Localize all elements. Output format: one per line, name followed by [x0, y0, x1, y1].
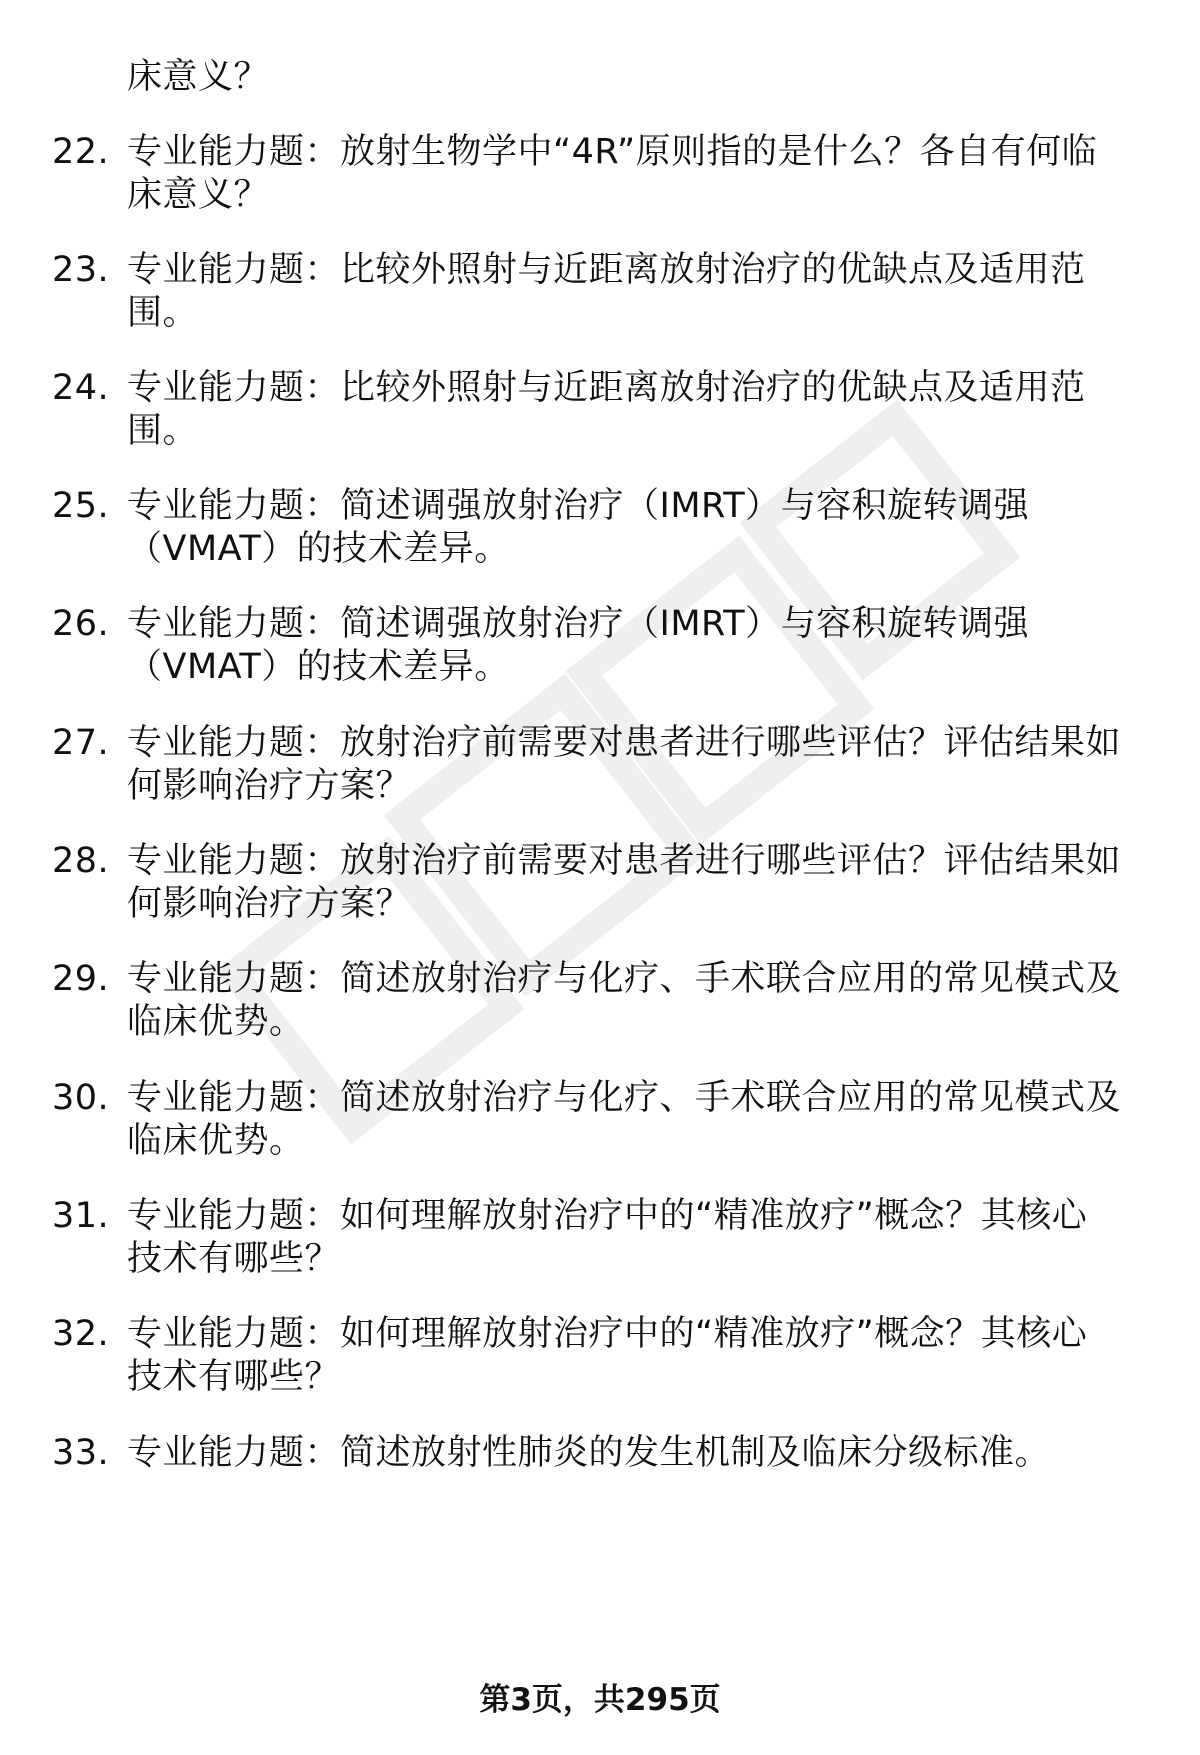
- question-text-line: 专业能力题：简述放射性肺炎的发生机制及临床分级标准。: [127, 1433, 1051, 1473]
- question-text-line: 床意义？: [127, 175, 270, 215]
- question-text-line: 围。: [127, 293, 199, 333]
- question-number: 24.: [52, 368, 110, 408]
- page-number-footer: 第3页，共295页: [479, 1682, 721, 1718]
- question-text-line: 何影响治疗方案？: [127, 766, 412, 806]
- watermark-glyph: [566, 536, 875, 845]
- question-text-line: 技术有哪些？: [127, 1357, 341, 1397]
- question-number: 26.: [52, 604, 110, 644]
- question-number: 22.: [52, 132, 110, 172]
- question-text-line: （VMAT）的技术差异。: [127, 529, 510, 569]
- question-number: 29.: [52, 959, 110, 999]
- question-number: 33.: [52, 1433, 110, 1473]
- question-text-line: 专业能力题：比较外照射与近距离放射治疗的优缺点及适用范: [127, 368, 1086, 408]
- question-text-line: 围。: [127, 411, 199, 451]
- question-text-line: 专业能力题：如何理解放射治疗中的“精准放疗”概念？其核心: [127, 1196, 1088, 1236]
- question-text-line: 专业能力题：放射治疗前需要对患者进行哪些评估？评估结果如: [127, 723, 1122, 763]
- question-number: 31.: [52, 1196, 110, 1236]
- question-number: 30.: [52, 1078, 110, 1118]
- question-number: 32.: [52, 1314, 110, 1354]
- question-number: 28.: [52, 841, 110, 881]
- question-text-line: 技术有哪些？: [127, 1239, 341, 1279]
- continuation-text: 床意义？: [127, 57, 270, 97]
- question-text-line: 专业能力题：简述放射治疗与化疗、手术联合应用的常见模式及: [127, 1078, 1122, 1118]
- question-text-line: 何影响治疗方案？: [127, 884, 412, 924]
- question-number: 23.: [52, 250, 110, 290]
- question-text-line: 专业能力题：简述调强放射治疗（IMRT）与容积旋转调强: [127, 486, 1030, 526]
- question-number: 25.: [52, 486, 110, 526]
- question-number: 27.: [52, 723, 110, 763]
- question-text-line: （VMAT）的技术差异。: [127, 647, 510, 687]
- question-text-line: 专业能力题：放射生物学中“4R”原则指的是什么？各自有何临: [127, 132, 1098, 172]
- question-text-line: 专业能力题：如何理解放射治疗中的“精准放疗”概念？其核心: [127, 1314, 1088, 1354]
- question-text-line: 临床优势。: [127, 1121, 305, 1161]
- question-text-line: 专业能力题：简述调强放射治疗（IMRT）与容积旋转调强: [127, 604, 1030, 644]
- question-text-line: 专业能力题：放射治疗前需要对患者进行哪些评估？评估结果如: [127, 841, 1122, 881]
- question-text-line: 专业能力题：比较外照射与近距离放射治疗的优缺点及适用范: [127, 250, 1086, 290]
- question-text-line: 临床优势。: [127, 1002, 305, 1042]
- question-text-line: 专业能力题：简述放射治疗与化疗、手术联合应用的常见模式及: [127, 959, 1122, 999]
